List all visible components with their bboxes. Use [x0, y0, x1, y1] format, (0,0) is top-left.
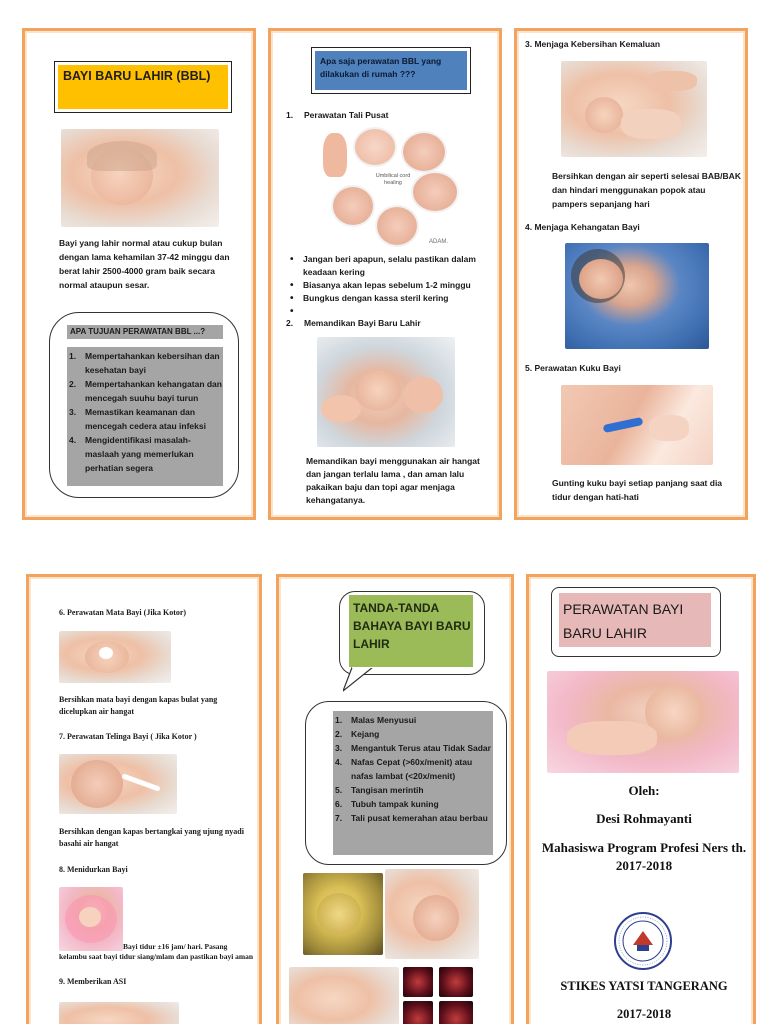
list-item: 4. Mengidentifikasi masalah-maslaah yang memerlukan perhatian segera	[69, 435, 194, 473]
home-care-title: Apa saja perawatan BBL yang dilakukan di rumah ???	[315, 51, 467, 90]
adam-logo: ADAM.	[429, 239, 449, 245]
panel-eyes-ears-sleep	[26, 574, 262, 1024]
panel-bbl-intro	[22, 28, 256, 520]
list-item: 3. Mengantuk Terus atau Tidak Sadar	[335, 743, 491, 753]
cover-year: 2017-2018	[616, 1007, 672, 1021]
baby-bath-photo	[317, 337, 455, 447]
cord-infection-photo-3	[403, 1001, 433, 1024]
list-item: • Bungkus dengan kassa steril kering	[287, 292, 497, 305]
list-item: 6. Tubuh tampak kuning	[335, 799, 439, 809]
panel-danger-signs	[276, 574, 514, 1024]
author-name: Desi Rohmayanti	[596, 811, 692, 826]
title-box-bbl	[54, 61, 232, 113]
umbilical-cord-illustration	[321, 127, 461, 249]
list-item: 4. Nafas Cepat (>60x/menit) atau nafas lambat (<20x/menit)	[335, 757, 473, 781]
list-item: • Biasanya akan lepas sebelum 1-2 minggu	[287, 279, 497, 292]
list-item: • Jangan beri apapun, selalu pastikan dalam keadaan kering	[287, 253, 497, 279]
item-8-heading: 8. Menidurkan Bayi	[59, 865, 128, 874]
item-6-heading: 6. Perawatan Mata Bayi (Jika Kotor)	[59, 608, 187, 617]
panel-cover	[526, 574, 756, 1024]
item-1-number: 1.	[286, 110, 294, 120]
goals-heading: APA TUJUAN PERAWATAN BBL ...?	[70, 327, 206, 336]
baby-diaper-photo	[561, 61, 707, 157]
item-5-heading: 5. Perawatan Kuku Bayi	[525, 363, 621, 373]
panel-home-care	[268, 28, 502, 520]
list-item: 7. Tali pusat kemerahan atau berbau	[335, 813, 488, 823]
item-9-heading: 9. Memberikan ASI	[59, 977, 127, 986]
crying-baby-photo	[385, 869, 479, 959]
item-6-description: Bersihkan mata bayi dengan kapas bulat yang dicelupkan air hangat	[59, 695, 218, 716]
item-2-number: 2.	[286, 318, 294, 328]
list-item: 1. Mempertahankan kebersihan dan kesehatan bayi	[69, 351, 220, 375]
cord-care-bullets	[287, 253, 497, 318]
list-item: 3. Memastikan keamanan dan mencegah cedera atau infeksi	[69, 407, 206, 431]
bath-description: Memandikan bayi menggunakan air hangat dan jangan terlalu lama , dan aman lalu pakaikan baju dan topi agar menjaga kehangatanya.	[306, 456, 480, 505]
item-7-heading: 7. Perawatan Telinga Bayi ( Jika Kotor )	[59, 732, 197, 741]
baby-warm-wrap-photo	[565, 243, 709, 349]
cord-infection-photo-2	[439, 967, 473, 997]
danger-title: TANDA-TANDA BAHAYA BAYI BARU LAHIR	[353, 601, 471, 651]
cover-baby-photo	[547, 671, 739, 773]
baby-photo-lying	[61, 129, 219, 227]
sleeping-net-photo	[59, 887, 123, 951]
program-text: Mahasiswa Program Profesi Ners th. 2017-2018	[541, 840, 747, 873]
list-item: 2. Kejang	[335, 729, 380, 739]
list-item: 2. Mempertahankan kehangatan dan mencegah suuhu bayi turun	[69, 379, 222, 403]
bubble-tail	[343, 665, 383, 693]
panel-hygiene-warmth-nails	[514, 28, 748, 520]
item-8-description-b: kelambu saat bayi tidur siang/mlam dan pastikan bayi aman	[59, 952, 254, 961]
eye-care-photo	[59, 631, 171, 683]
list-item: 5. Tangisan merintih	[335, 785, 424, 795]
breastfeeding-photo	[59, 1002, 179, 1024]
page-title-bbl: BAYI BARU LAHIR (BBL)	[58, 65, 228, 109]
item-5-description: Gunting kuku bayi setiap panjang saat dia tidur dengan hati-hati	[552, 478, 723, 502]
item-2-heading: Memandikan Bayi Baru Lahir	[304, 318, 421, 328]
cord-caption: Umbilical cord healing	[375, 173, 411, 186]
bbl-description: Bayi yang lahir normal atau cukup bulan dengan lama kehamilan 37-42 minggu dan berat lahir 2500-4000 gram baik secara normal ataupun sesar.	[59, 238, 230, 290]
title-box-home-care	[311, 47, 471, 94]
nail-trim-photo	[561, 385, 713, 465]
cover-title: PERAWATAN BAYI BARU LAHIR	[563, 601, 684, 641]
sick-baby-photo	[289, 967, 399, 1024]
cord-infection-photo-4	[439, 1001, 473, 1024]
ear-care-photo	[59, 754, 177, 814]
cord-infection-photo-1	[403, 967, 433, 997]
item-7-description: Bersihkan dengan kapas bertangkai yang ujung nyadi basahi air hangat	[59, 827, 244, 848]
school-name: STIKES YATSI TANGERANG	[560, 979, 728, 993]
item-1-heading: Perawatan Tali Pusat	[304, 110, 389, 120]
list-item: 1. Malas Menyusui	[335, 715, 417, 725]
item-3-heading: 3. Menjaga Kebersihan Kemaluan	[525, 39, 661, 49]
item-4-heading: 4. Menjaga Kehangatan Bayi	[525, 222, 640, 232]
jaundice-baby-photo	[303, 873, 383, 955]
item-3-description: Bersihkan dengan air seperti selesai BAB/BAK dan hindari menggunakan popok atau pampers sepanjang hari	[552, 171, 741, 209]
school-logo	[613, 911, 673, 971]
goals-list	[69, 349, 223, 475]
item-8-description-a: Bayi tidur ±16 jam/ hari. Pasang	[123, 942, 228, 951]
by-label: Oleh:	[628, 783, 660, 798]
danger-signs-list	[335, 713, 493, 825]
